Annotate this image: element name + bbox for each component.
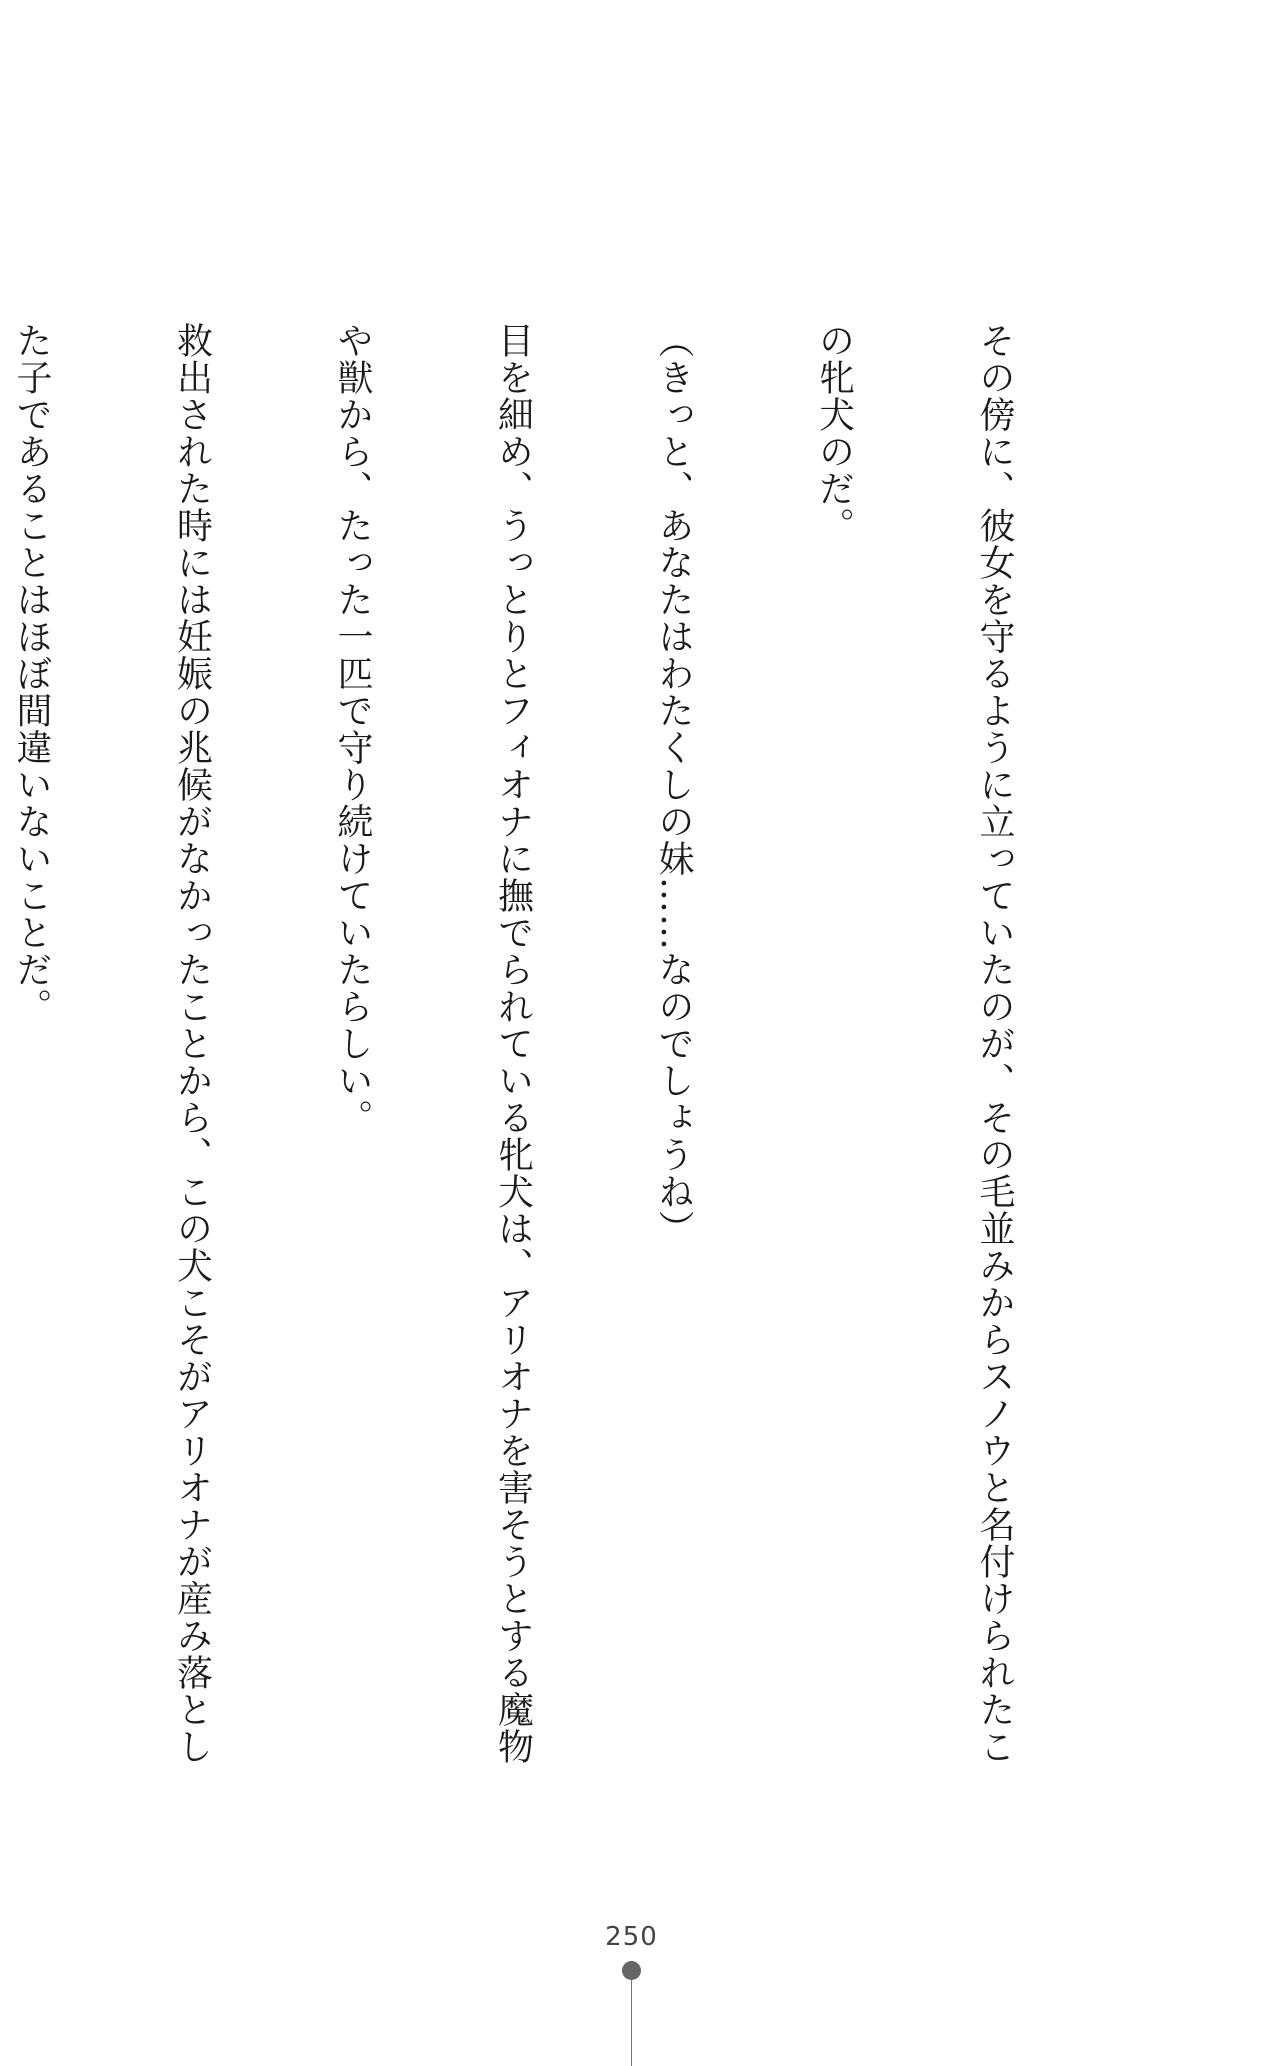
body-text (0, 322, 1128, 1765)
text-line: の牝犬のだ。 (813, 322, 855, 544)
text-line: 目を細め、うっとりとフィオナに撫でられている牝犬は、アリオナを害そうとする魔物 (492, 322, 534, 1765)
text-line: 救出された時には妊娠の兆候がなかったことから、この犬こそがアリオナが産み落とし (171, 322, 213, 1765)
page-marker-dot (622, 1961, 641, 1980)
text-line: や獣から、たった一匹で守り続けていたらしい。 (332, 322, 373, 1136)
page-marker-line (631, 1980, 632, 2066)
text-line: （きっと、あなたはわたくしの妹……なのでしょうね） (653, 322, 694, 1247)
text-line: その傍に、彼女を守るように立っていたのが、その毛並みからスノウと名付けられたこ (974, 322, 1015, 1765)
text-line: た子であることはほぼ間違いないことだ。 (11, 322, 52, 1025)
page-number: 250 (605, 1922, 658, 1952)
